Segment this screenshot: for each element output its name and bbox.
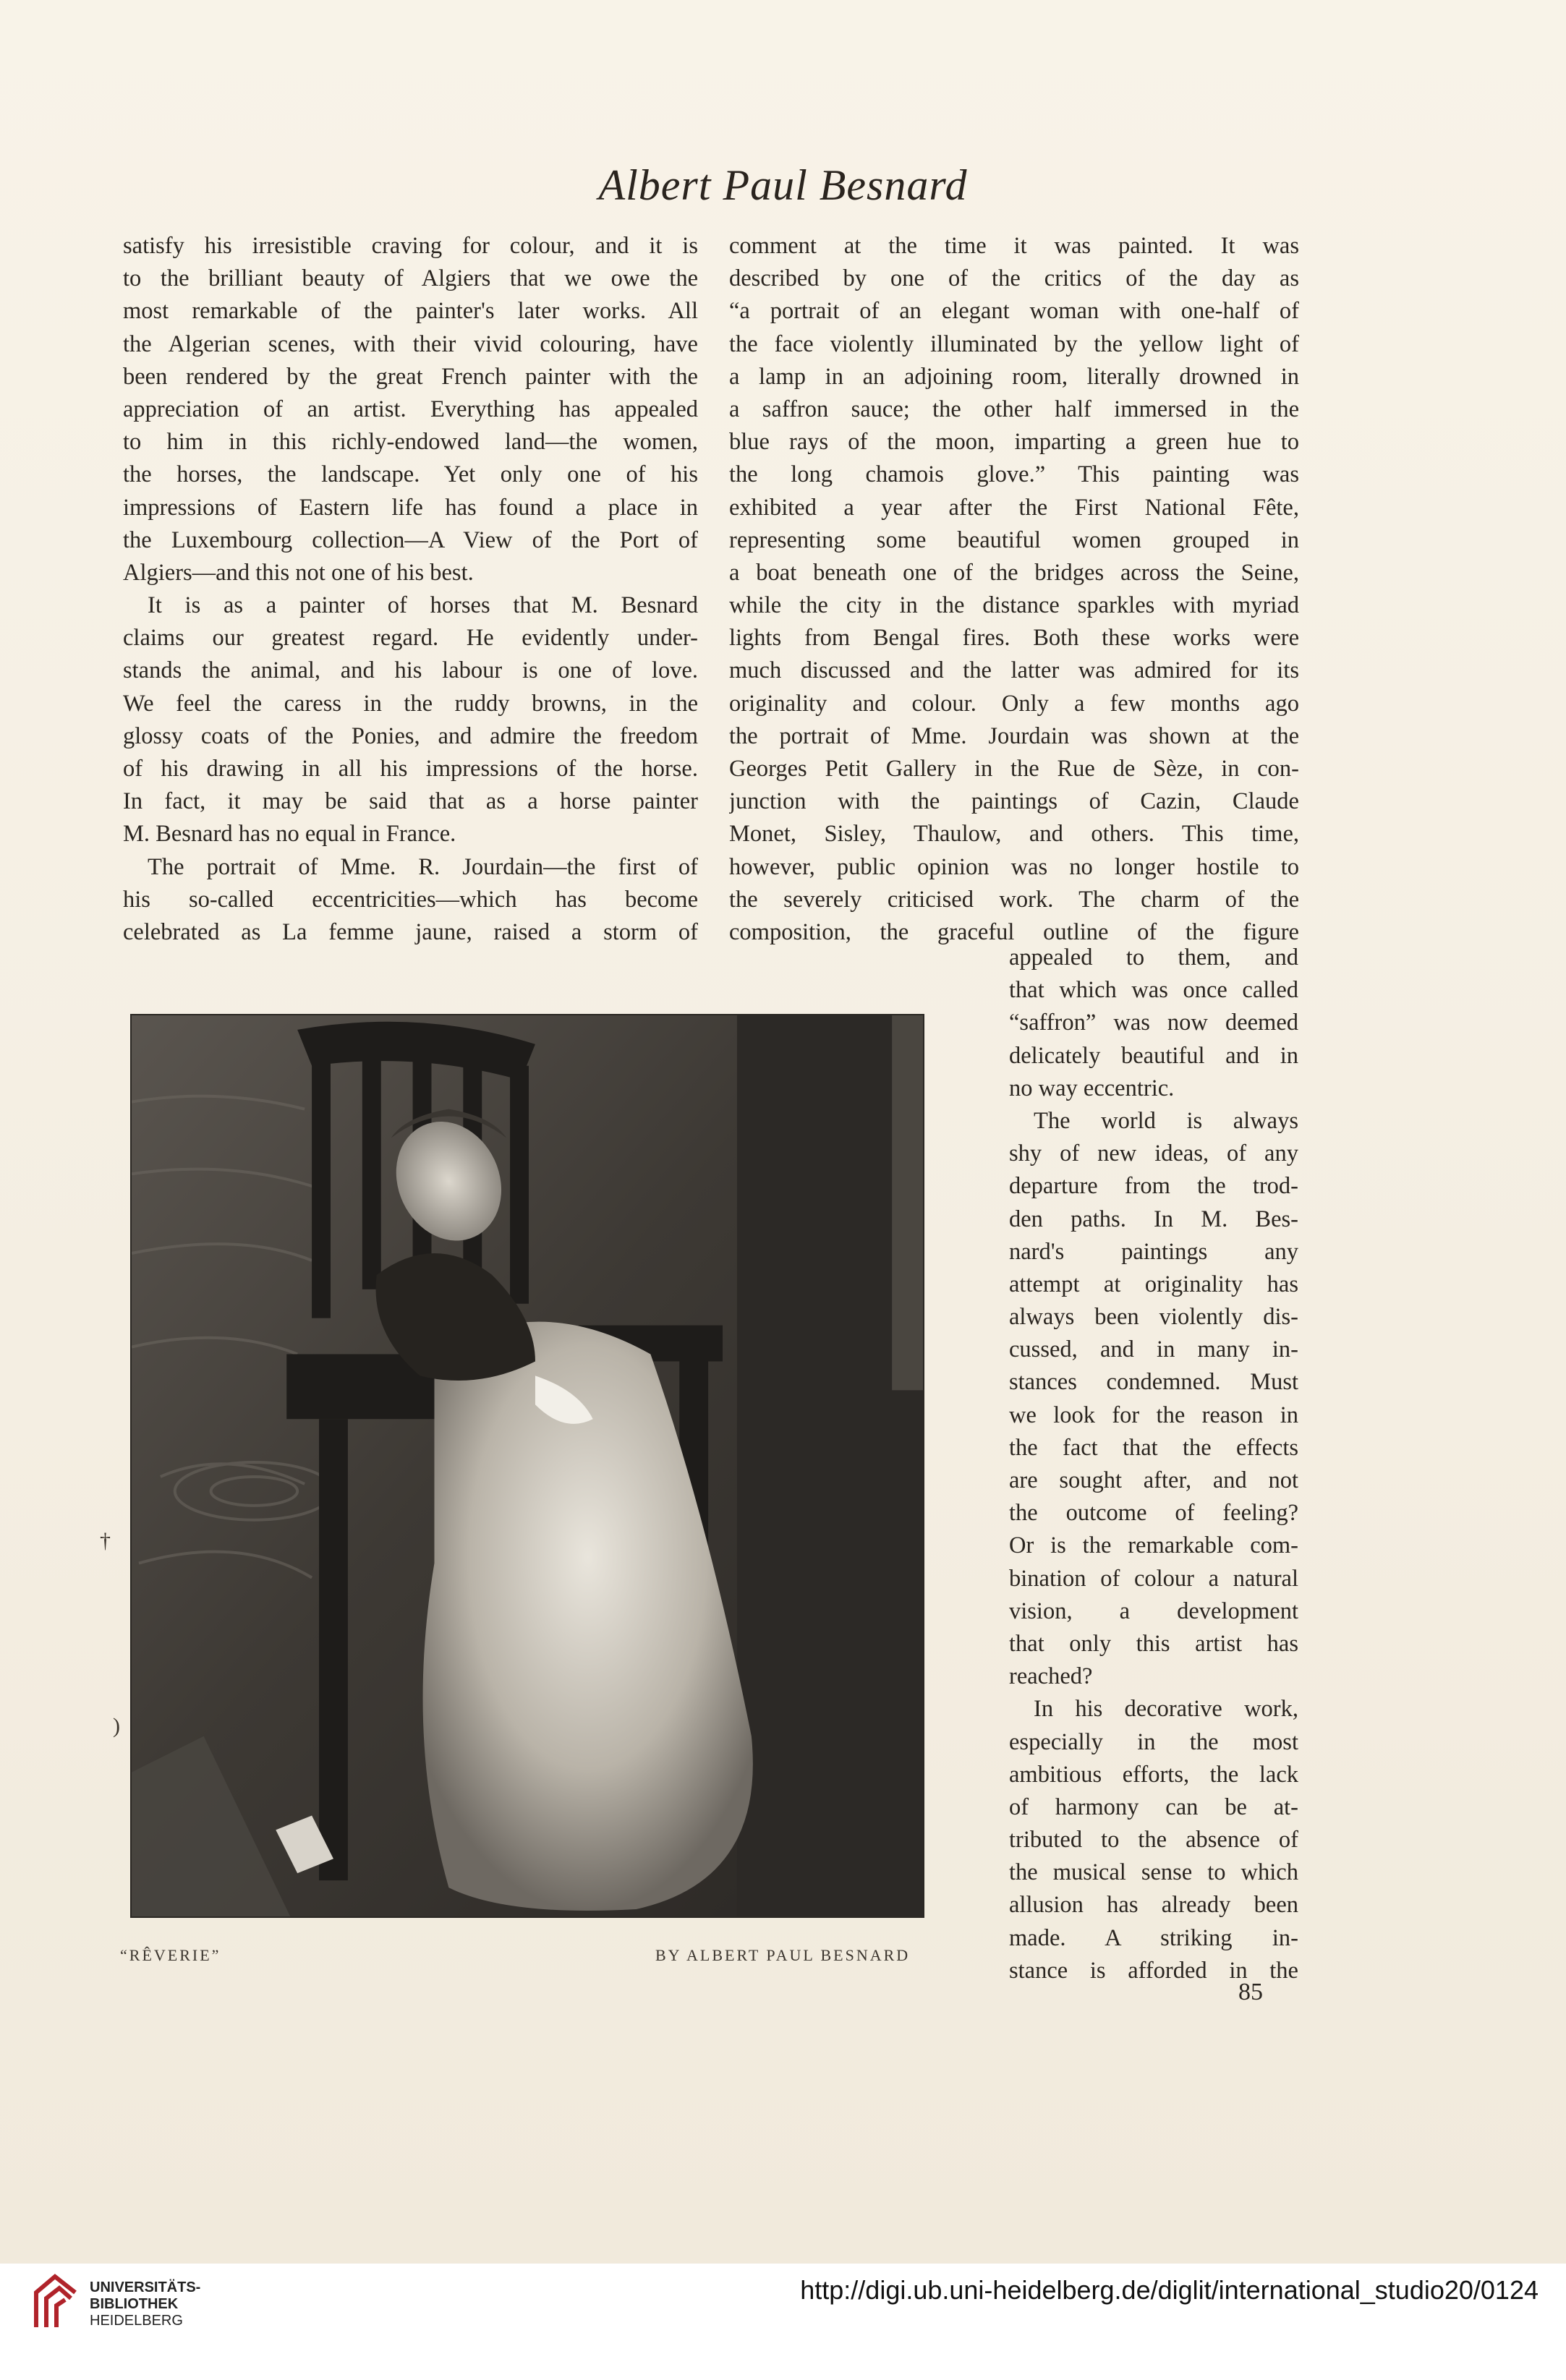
text-line: however, public opinion was no longer hostile to (729, 853, 1299, 880)
text-line: junction with the paintings of Cazin, Claude (729, 788, 1299, 815)
text-line: vision, a development (1009, 1598, 1298, 1624)
text-line: We feel the caress in the ruddy browns, in the (123, 690, 698, 717)
text-line: to the brilliant beauty of Algiers that we owe the (123, 265, 698, 292)
text-line: made. A striking in- (1009, 1924, 1298, 1951)
text-line: stance is afforded in the (1009, 1957, 1298, 1984)
text-line: appealed to them, and (1009, 944, 1298, 971)
text-line: allusion has already been (1009, 1892, 1298, 1919)
text-line: blue rays of the moon, imparting a green hue to (729, 429, 1299, 456)
text-line: that which was once called (1009, 977, 1298, 1004)
figure-caption-credit: BY ALBERT PAUL BESNARD (655, 1946, 911, 1964)
page-number: 85 (1238, 1979, 1263, 2005)
text-line: are sought after, and not (1009, 1467, 1298, 1493)
text-line: while the city in the distance sparkles with myriad (729, 592, 1299, 619)
text-line: delicately beautiful and in (1009, 1042, 1298, 1069)
text-line: reached? (1009, 1663, 1093, 1690)
text-line: It is as a painter of horses that M. Besnard (148, 592, 698, 619)
text-line: the face violently illuminated by the yellow light of (729, 330, 1299, 357)
text-line: the outcome of feeling? (1009, 1500, 1298, 1527)
text-line: the fact that the effects (1009, 1434, 1298, 1461)
university-library-logo-icon (30, 2271, 81, 2332)
text-line: The portrait of Mme. R. Jourdain—the first of (148, 853, 698, 880)
painting-reverie (130, 1014, 924, 1918)
text-line: the Algerian scenes, with their vivid colouring, have (123, 330, 698, 357)
text-line: stands the animal, and his labour is one of love. (123, 657, 698, 684)
text-line: most remarkable of the painter's later works. All (123, 298, 698, 325)
text-line: The world is always (1034, 1107, 1298, 1134)
text-line: Or is the remarkable com- (1009, 1532, 1298, 1559)
text-line: no way eccentric. (1009, 1075, 1175, 1101)
article-right-column-narrow (1009, 942, 1298, 1987)
text-line: composition, the graceful outline of the figure (729, 918, 1299, 945)
text-line: Monet, Sisley, Thaulow, and others. This time, (729, 821, 1299, 848)
text-line: stances condemned. Must (1009, 1369, 1298, 1396)
source-url-link[interactable]: http://digi.ub.uni-heidelberg.de/diglit/international_studio20/0124 (800, 2275, 1539, 2305)
text-line: the musical sense to which (1009, 1859, 1298, 1886)
text-line: the Luxembourg collection—A View of the Port of (123, 526, 698, 553)
text-line: celebrated as La femme jaune, raised a storm of (123, 918, 698, 945)
text-line: “a portrait of an elegant woman with one-half of (729, 298, 1299, 325)
library-name-line-1: UNIVERSITÄTS- (90, 2279, 201, 2295)
text-line: shy of new ideas, of any (1009, 1140, 1298, 1167)
text-line: the horses, the landscape. Yet only one of his (123, 461, 698, 488)
figure-caption-title: “RÊVERIE” (120, 1946, 221, 1964)
text-line: representing some beautiful women grouped in (729, 526, 1299, 553)
text-line: cussed, and in many in- (1009, 1336, 1298, 1363)
text-line: ambitious efforts, the lack (1009, 1761, 1298, 1788)
text-line: been rendered by the great French painter with the (123, 363, 698, 390)
margin-mark: ) (113, 1714, 120, 1738)
text-line: the long chamois glove.” This painting was (729, 461, 1299, 488)
text-line: a boat beneath one of the bridges across the Seine, (729, 559, 1299, 586)
text-line: satisfy his irresistible craving for colour, and it is (123, 233, 698, 259)
text-line: we look for the reason in (1009, 1402, 1298, 1428)
text-line: nard's paintings any (1009, 1238, 1298, 1265)
text-line: a saffron sauce; the other half immersed in the (729, 396, 1299, 422)
text-line: departure from the trod- (1009, 1173, 1298, 1200)
text-line: glossy coats of the Ponies, and admire the freedom (123, 722, 698, 749)
painting-image (132, 1015, 923, 1916)
text-line: impressions of Eastern life has found a place in (123, 494, 698, 521)
text-line: described by one of the critics of the day as (729, 265, 1299, 292)
article-right-column (729, 230, 1299, 949)
text-line: that only this artist has (1009, 1630, 1298, 1657)
text-line: especially in the most (1009, 1728, 1298, 1755)
text-line: bination of colour a natural (1009, 1565, 1298, 1592)
text-line: den paths. In M. Bes- (1009, 1206, 1298, 1232)
text-line: his so-called eccentricities—which has become (123, 886, 698, 913)
page-title: Albert Paul Besnard (598, 161, 968, 209)
text-line: claims our greatest regard. He evidently under- (123, 625, 698, 652)
text-line: the portrait of Mme. Jourdain was shown at the (729, 722, 1299, 749)
text-line: a lamp in an adjoining room, literally drowned in (729, 363, 1299, 390)
text-line: Algiers—and this not one of his best. (123, 559, 474, 586)
text-line: In fact, it may be said that as a horse painter (123, 788, 698, 815)
text-line: In his decorative work, (1034, 1696, 1298, 1723)
library-name-line-2: BIBLIOTHEK (90, 2296, 179, 2312)
text-line: “saffron” was now deemed (1009, 1010, 1298, 1036)
text-line: appreciation of an artist. Everything has appealed (123, 396, 698, 422)
text-line: tributed to the absence of (1009, 1827, 1298, 1854)
text-line: of harmony can be at- (1009, 1793, 1298, 1820)
article-left-column (123, 230, 698, 949)
text-line: M. Besnard has no equal in France. (123, 821, 456, 848)
university-library-name (90, 2279, 200, 2329)
text-line: always been violently dis- (1009, 1304, 1298, 1331)
text-line: the severely criticised work. The charm of the (729, 886, 1299, 913)
text-line: lights from Bengal fires. Both these works were (729, 625, 1299, 652)
text-line: attempt at originality has (1009, 1271, 1298, 1297)
text-line: of his drawing in all his impressions of the horse. (123, 756, 698, 782)
text-line: Georges Petit Gallery in the Rue de Sèze, in con- (729, 756, 1299, 782)
text-line: originality and colour. Only a few months ago (729, 690, 1299, 717)
text-line: exhibited a year after the First National Fête, (729, 494, 1299, 521)
text-line: to him in this richly-endowed land—the women, (123, 429, 698, 456)
margin-mark: † (100, 1529, 111, 1553)
text-line: comment at the time it was painted. It was (729, 233, 1299, 259)
library-name-line-3: HEIDELBERG (90, 2313, 183, 2329)
text-line: much discussed and the latter was admired for its (729, 657, 1299, 684)
